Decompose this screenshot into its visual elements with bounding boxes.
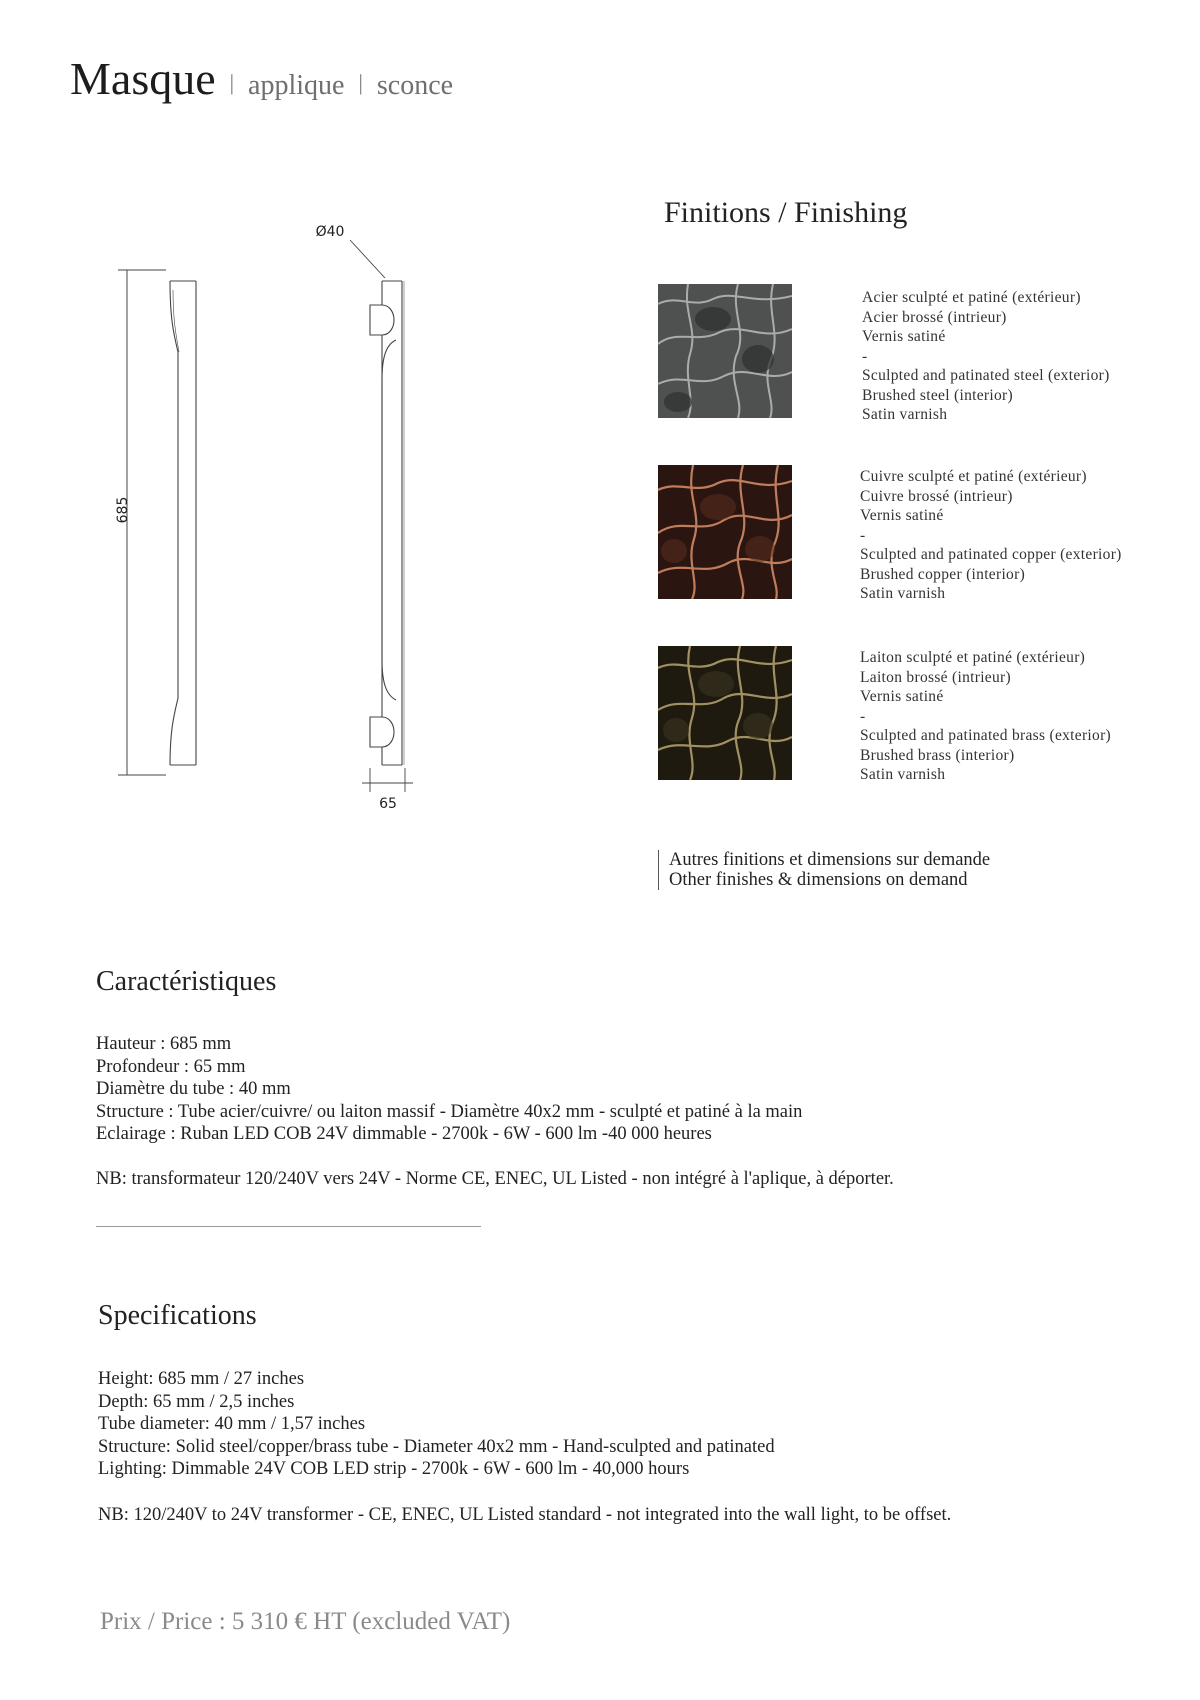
list-item: Structure : Tube acier/cuivre/ ou laiton massif - Diamètre 40x2 mm - sculpté et patiné à la main [96, 1101, 803, 1122]
finishes-title: Finitions / Finishing [664, 196, 908, 229]
list-item: Structure: Solid steel/copper/brass tube - Diameter 40x2 mm - Hand-sculpted and patinated [98, 1436, 775, 1457]
height-label: 685 [115, 496, 131, 524]
section-divider [96, 1226, 481, 1227]
list-item: Profondeur : 65 mm [96, 1056, 246, 1077]
price-label: Prix / Price : 5 310 € HT (excluded VAT) [100, 1608, 511, 1635]
front-view [170, 281, 196, 765]
list-item: Eclairage : Ruban LED COB 24V dimmable - 2700k - 6W - 600 lm -40 000 heures [96, 1124, 712, 1144]
custom-finishes-note: Autres finitions et dimensions sur demande Other finishes & dimensions on demand [658, 850, 990, 890]
brass-finish-description: Laiton sculpté et patiné (extérieur) Laiton brossé (intrieur) Vernis satiné - Sculpted and patinated brass (exterior) Brushed brass (interior) Satin varnish [860, 649, 1112, 783]
list-item: Height: 685 mm / 27 inches [98, 1369, 305, 1389]
list-item: Lighting: Dimmable 24V COB LED strip - 2700k - 6W - 600 lm - 40,000 hours [98, 1459, 690, 1479]
title-separator-2: | [358, 70, 363, 95]
side-view [350, 240, 413, 792]
steel-finish-description: Acier sculpté et patiné (extérieur) Acier brossé (intrieur) Vernis satiné - Sculpted and patinated steel (exterior) Brushed steel (interior) Satin varnish [862, 289, 1110, 423]
depth-label: 65 [379, 796, 397, 812]
technical-drawing [100, 220, 500, 820]
product-title: Masque [70, 53, 216, 104]
copper-finish-description: Cuivre sculpté et patiné (extérieur) Cuivre brossé (intrieur) Vernis satiné - Sculpted and patinated copper (exterior) Brushed copper (interior) Satin varnish [860, 468, 1122, 602]
product-type-en: sconce [376, 70, 454, 101]
specifications-list [98, 1368, 775, 1481]
page-header [70, 52, 453, 105]
specifications-title: Specifications [98, 1300, 257, 1331]
list-item: Tube diameter: 40 mm / 1,57 inches [98, 1414, 366, 1434]
caracteristiques-note: NB: transformateur 120/240V vers 24V - Norme CE, ENEC, UL Listed - non intégré à l'aplique, à déporter. [96, 1169, 894, 1189]
caracteristiques-title: Caractéristiques [96, 966, 277, 997]
product-type-fr: applique [248, 70, 345, 101]
steel-swatch-image [658, 284, 792, 418]
list-item: Diamètre du tube : 40 mm [96, 1079, 291, 1099]
title-separator: | [229, 70, 235, 95]
copper-swatch-image [658, 465, 792, 599]
specifications-note: NB: 120/240V to 24V transformer - CE, ENEC, UL Listed standard - not integrated into the wall light, to be offset. [98, 1505, 952, 1525]
list-item: Hauteur : 685 mm [96, 1034, 232, 1054]
diameter-label: Ø40 [315, 224, 345, 240]
caracteristiques-list [96, 1033, 802, 1146]
list-item: Depth: 65 mm / 2,5 inches [98, 1391, 295, 1412]
brass-swatch-image [658, 646, 792, 780]
